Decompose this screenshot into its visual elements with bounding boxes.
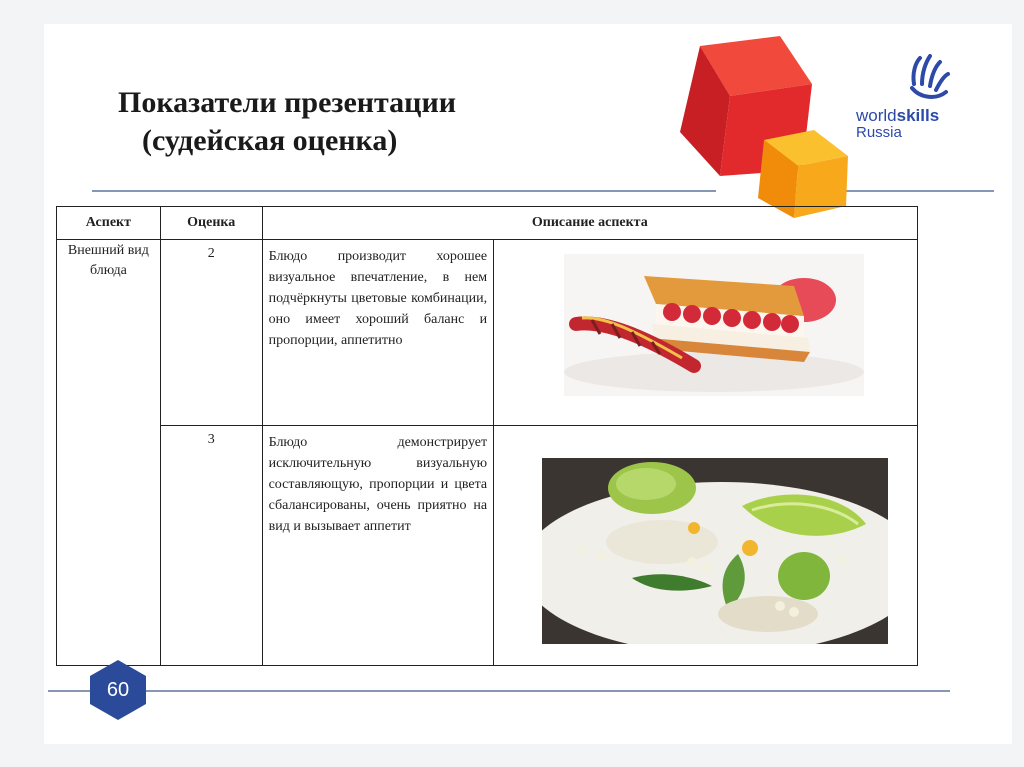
header-description: Описание аспекта [262,207,917,240]
table-row [57,426,918,666]
image-cell [494,426,918,666]
logo-word-russia: Russia [856,124,902,141]
image-cell [494,240,918,426]
logo-wordmark [856,106,939,126]
score-cell: 3 [160,426,262,666]
dessert-mille-feuille-photo [564,254,864,396]
title-line-2: (судейская оценка) [142,124,398,157]
header-aspect: Аспект [57,207,161,240]
description-cell: Блюдо демонстрирует исключительную визуальную составляющую, пропорции и цвета сбалансированы, очень приятно на вид и вызывает аппетит [262,426,494,666]
page-number: 60 [106,678,130,701]
orange-cube-graphic [752,126,850,218]
score-cell: 2 [160,240,262,426]
table-row [57,240,918,426]
table-header-row [57,207,918,240]
footer-divider [48,690,950,692]
assessment-table [56,206,918,666]
worldskills-logo [850,54,960,144]
title-line-1: Показатели презентации [118,86,457,119]
top-divider [92,190,716,192]
description-cell: Блюдо производит хорошее визуальное впечатление, в нем подчёркнуты цветовые комбинации, оно имеет хороший баланс и пропорции, аппетитно [262,240,494,426]
aspect-cell: Внешний вид блюда [57,240,161,666]
slide-title [118,84,456,160]
green-plated-dish-photo [542,458,888,644]
top-divider-right [844,190,994,192]
logo-word-world: world [856,106,897,125]
header-score: Оценка [160,207,262,240]
hand-mark-icon [906,54,952,104]
logo-word-skills: skills [896,106,940,125]
